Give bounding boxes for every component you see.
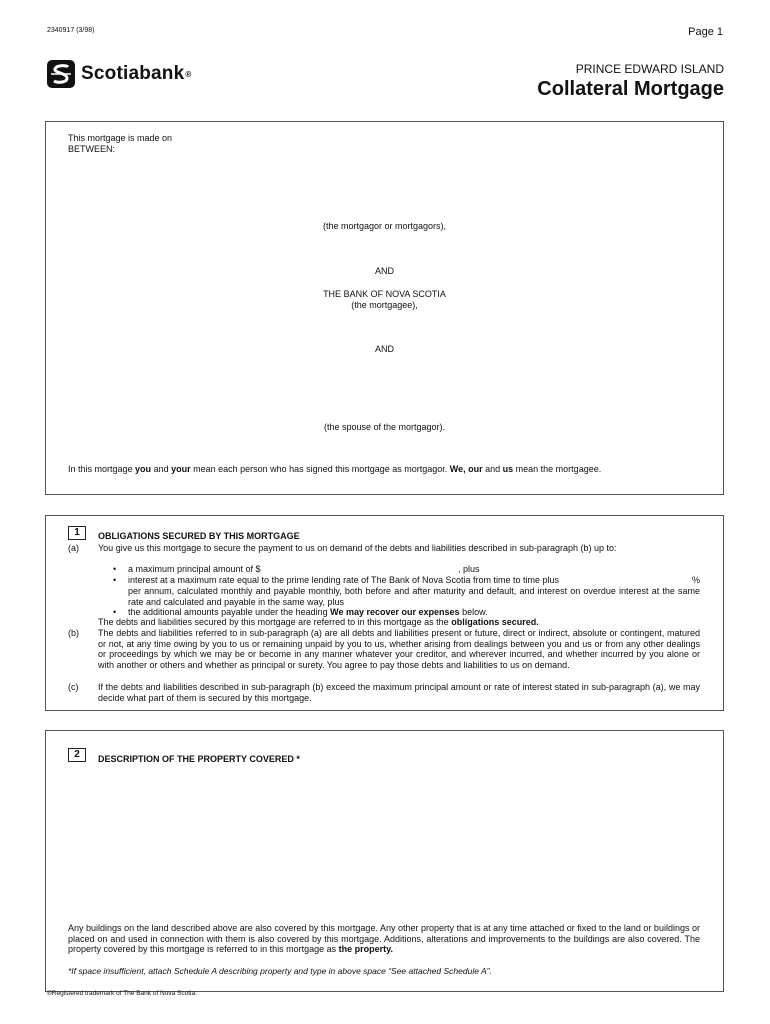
scotiabank-s-icon (47, 60, 75, 88)
trademark-footnote: ®Registered trademark of The Bank of Nova Scotia. (47, 990, 197, 997)
definitions-text: In this mortgage you and your mean each person who has signed this mortgage as mortgagor. We, our and us mean the mortgagee. (68, 464, 602, 474)
mortgagee-label: (the mortgagee), (351, 300, 418, 310)
made-on-label: This mortgage is made on (68, 133, 173, 143)
scotiabank-logo (47, 60, 191, 88)
para-c-label: (c) (68, 682, 79, 692)
and-label-1: AND (374, 266, 394, 276)
obligations-secured-text: The debts and liabilities secured by this mortgage are referred to in this mortgage as the obligations secured. (98, 617, 539, 627)
bank-name: THE BANK OF NOVA SCOTIA (323, 289, 446, 299)
section-2-number: 2 (68, 748, 86, 762)
schedule-note: *If space insufficient, attach Schedule A describing property and type in above space “See attached Schedule A”. (68, 966, 492, 976)
bullet-3: • (113, 607, 117, 617)
para-c-text: If the debts and liabilities described in sub-paragraph (b) exceed the maximum principal amount or rate of interest stated in sub-paragraph (a), we may decide what part of them is secured by this mortgage. (98, 682, 700, 703)
bullet-2-continued: per annum, calculated monthly and payable monthly, both before and after maturity and default, and interest on overdue interest at the same rate and calculated and payable in the same way, plus (128, 586, 700, 607)
registered-mark: ® (185, 69, 192, 79)
bullet-1: • (113, 564, 117, 574)
bullet-2-text: interest at a maximum rate equal to the prime lending rate of The Bank of Nova Scotia from time to time plus % (128, 575, 701, 585)
para-a-label: (a) (68, 543, 79, 553)
mortgagor-label: (the mortgagor or mortgagors), (322, 221, 447, 231)
section-2-heading: DESCRIPTION OF THE PROPERTY COVERED * (98, 754, 300, 764)
para-a-text: You give us this mortgage to secure the payment to us on demand of the debts and liabilities described in sub-paragraph (b) up to: (98, 543, 617, 553)
bullet-2: • (113, 575, 117, 585)
page-number: Page 1 (688, 26, 723, 38)
bullet-3-text: the additional amounts payable under the heading We may recover our expenses below. (128, 607, 488, 617)
between-label: BETWEEN: (68, 144, 116, 154)
and-label-2: AND (374, 344, 394, 354)
para-b-label: (b) (68, 628, 79, 638)
form-code: 2340917 (3/98) (47, 27, 95, 34)
province-label: PRINCE EDWARD ISLAND (575, 62, 724, 76)
bullet-1-text: a maximum principal amount of $ , plus (128, 564, 480, 574)
brand-name: Scotiabank (81, 63, 185, 84)
section-1-heading: OBLIGATIONS SECURED BY THIS MORTGAGE (98, 531, 300, 541)
spouse-label: (the spouse of the mortgagor). (323, 422, 446, 432)
section-1-number: 1 (68, 526, 86, 540)
buildings-text: Any buildings on the land described above are also covered by this mortgage. Any other property that is at any time attached or fixed to the land or buildings or placed on and used in connection with them is also covered by this mortgage. Additions, alterations and improvements to the buildings are also covered. The property covered by this mortgage is referred to in this mortgage as the property. (68, 923, 700, 955)
document-title: Collateral Mortgage (537, 78, 724, 100)
para-b-text: The debts and liabilities referred to in sub-paragraph (a) are all debts and liabilities present or future, direct or indirect, absolute or contingent, matured or not, at any time owing by you to us or remaining unpaid by you to us, whether arising from dealings between you and us or from any other dealings or proceedings by which we may be or become in any manner whatever your creditor, and wherever incurred, and whether incurred by you alone or with another or others and whether as principal or surety. You agree to pay those debts and liabilities to us on demand. (98, 628, 700, 670)
